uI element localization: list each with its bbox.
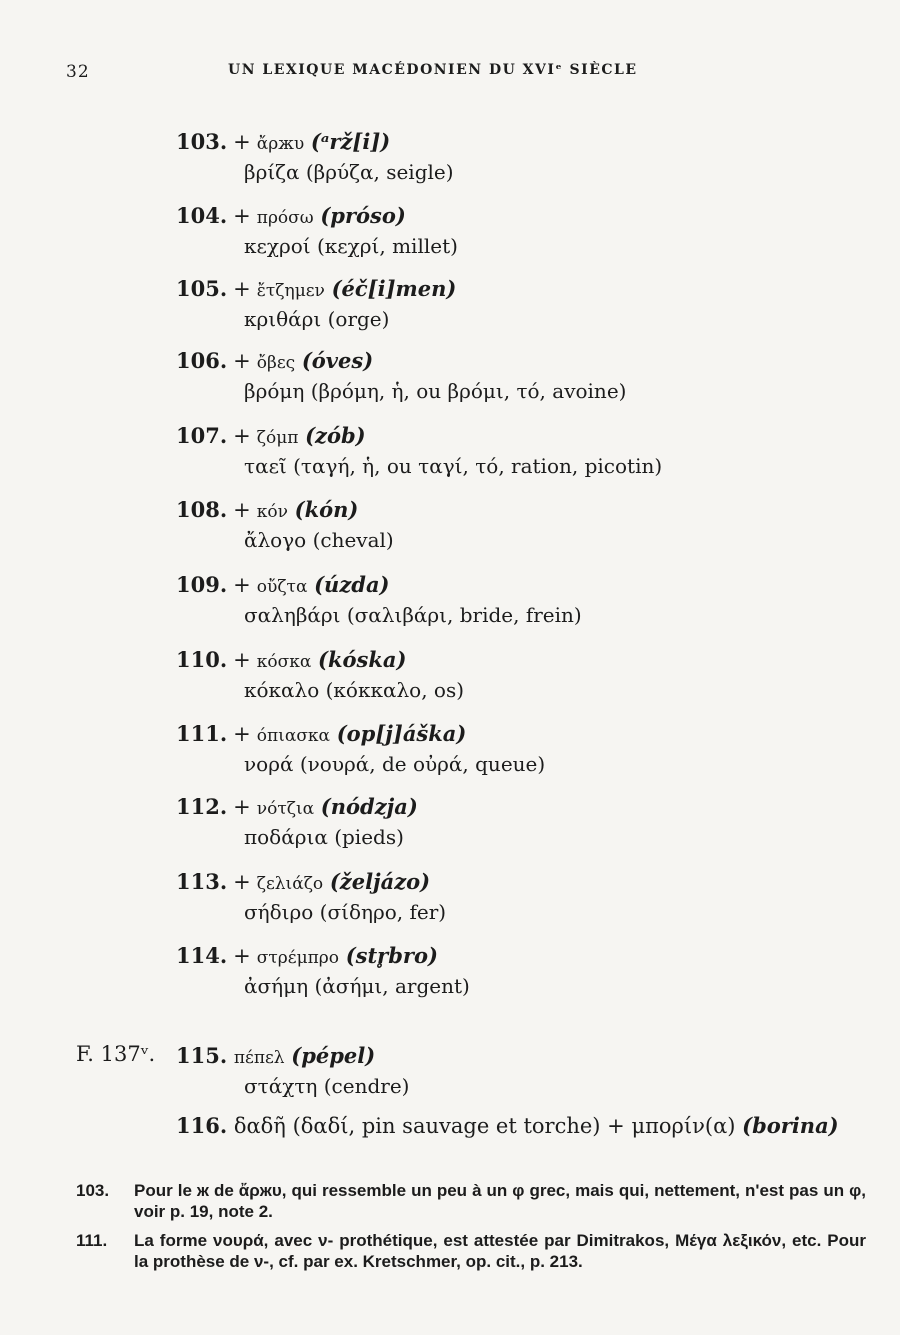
cross-mark: + (233, 498, 251, 522)
entry-transliteration: (éč[i]men) (331, 276, 457, 301)
entry-transliteration: (kón) (294, 497, 359, 522)
folio-marker: F. 137ᵛ. (76, 1042, 156, 1066)
entry-transliteration: (óves) (301, 348, 374, 373)
footnote-number: 111. (76, 1231, 108, 1250)
entry-gloss: σήδιρο (σίδηρο, fer) (244, 900, 447, 924)
entry-109 (176, 571, 876, 629)
entry-number: 105. (176, 276, 228, 301)
entry-number: 108. (176, 497, 228, 522)
entry-transliteration: (pépel) (291, 1043, 376, 1068)
entry-transliteration: (str̥bro) (345, 943, 438, 968)
entry-103 (176, 128, 876, 186)
entry-number: 111. (176, 721, 228, 746)
entry-greek: ἔτζημεν (256, 281, 325, 301)
entry-transliteration: (nódzja) (320, 794, 418, 819)
entry-number: 116. (176, 1113, 228, 1138)
entry-greek: οὔζτα (256, 577, 308, 597)
entry-gloss: νορά (νουρά, de οὐρά, queue) (244, 752, 546, 776)
entry-107 (176, 422, 876, 480)
entry-greek: ζελιάζο (256, 874, 324, 894)
entry-number: 110. (176, 647, 228, 672)
footnote-text: Pour le ж de ἄρжυ, qui ressemble un peu à un φ grec, mais qui, nettement, n'est pas un φ, voir p. 19, note 2. (134, 1181, 866, 1221)
entry-110 (176, 646, 876, 704)
entry-transliteration: (ᵃrž[i]) (310, 129, 391, 154)
entry-gloss: ἀσήμη (ἀσήμι, argent) (244, 974, 470, 998)
entry-gloss: ποδάρια (pieds) (244, 825, 404, 849)
entry-number: 114. (176, 943, 228, 968)
entry-gloss: κεχροί (κεχρί, millet) (244, 234, 458, 258)
running-title: UN LEXIQUE MACÉDONIEN DU XVIᵉ SIÈCLE (228, 62, 638, 78)
entry-gloss: ἄλογο (cheval) (244, 528, 394, 552)
entry-116 (176, 1112, 876, 1140)
cross-mark: + (233, 870, 251, 894)
entry-gloss: κόκαλο (κόκκαλο, os) (244, 678, 465, 702)
entry-number: 115. (176, 1043, 228, 1068)
entry-greek: πρόσω (256, 208, 314, 228)
entry-transliteration: (željázo) (329, 869, 431, 894)
page-number: 32 (66, 62, 90, 82)
entry-transliteration: (borina) (742, 1113, 839, 1138)
entry-text: δαδῆ (δαδί, pin sauvage et torche) + μπορίν(α) (233, 1114, 736, 1138)
cross-mark: + (233, 349, 251, 373)
entry-number: 113. (176, 869, 228, 894)
entry-gloss: ταεῖ (ταγή, ἡ, ou ταγί, τό, ration, picotin) (244, 454, 663, 478)
entry-greek: νότζια (256, 799, 315, 819)
entry-105 (176, 275, 876, 333)
entry-transliteration: (kóska) (318, 647, 407, 672)
entry-gloss: βρόμη (βρόμη, ἡ, ou βρόμι, τό, avoine) (244, 379, 627, 403)
entry-greek: κόσκα (256, 652, 312, 672)
entry-transliteration: (zób) (305, 423, 366, 448)
entry-greek: όπιασκα (256, 726, 331, 746)
entry-number: 109. (176, 572, 228, 597)
cross-mark: + (233, 573, 251, 597)
entry-113 (176, 868, 876, 926)
entry-gloss: σαληβάρι (σαλιβάρι, bride, frein) (244, 603, 582, 627)
entry-gloss: στάχτη (cendre) (244, 1074, 410, 1098)
entry-108 (176, 496, 876, 554)
entry-greek: στρέμπρο (256, 948, 340, 968)
entry-gloss: κριθάρι (orge) (244, 307, 390, 331)
entry-104 (176, 202, 876, 260)
entry-number: 104. (176, 203, 228, 228)
entry-transliteration: (úzda) (314, 572, 390, 597)
entry-greek: ζόμπ (256, 428, 299, 448)
entry-greek: ὄβες (256, 353, 296, 373)
entry-transliteration: (op[j]áška) (336, 721, 467, 746)
footnotes (76, 1180, 866, 1280)
entry-number: 106. (176, 348, 228, 373)
entry-114 (176, 942, 876, 1000)
cross-mark: + (233, 424, 251, 448)
entry-number: 112. (176, 794, 228, 819)
entry-greek: κόν (256, 502, 288, 522)
entry-115 (176, 1042, 876, 1100)
footnote-number: 103. (76, 1181, 110, 1200)
cross-mark: + (233, 277, 251, 301)
entry-111 (176, 720, 876, 778)
cross-mark: + (233, 722, 251, 746)
footnote (76, 1230, 866, 1272)
entry-greek: ἄρжυ (256, 134, 305, 154)
cross-mark: + (233, 944, 251, 968)
entry-number: 103. (176, 129, 228, 154)
entry-transliteration: (próso) (320, 203, 406, 228)
cross-mark: + (233, 795, 251, 819)
cross-mark: + (233, 204, 251, 228)
entry-112 (176, 793, 876, 851)
entry-greek: πέπελ (233, 1048, 285, 1068)
entry-number: 107. (176, 423, 228, 448)
entry-gloss: βρίζα (βρύζα, seigle) (244, 160, 454, 184)
cross-mark: + (233, 130, 251, 154)
entry-106 (176, 347, 876, 405)
footnote-text: La forme νουρά, avec ν- prothétique, est attestée par Dimitrakos, Μέγα λεξικόν, etc. Pour la prothèse de ν-, cf. par ex. Kretschmer, op. cit., p. 213. (134, 1231, 866, 1271)
cross-mark: + (233, 648, 251, 672)
footnote (76, 1180, 866, 1222)
